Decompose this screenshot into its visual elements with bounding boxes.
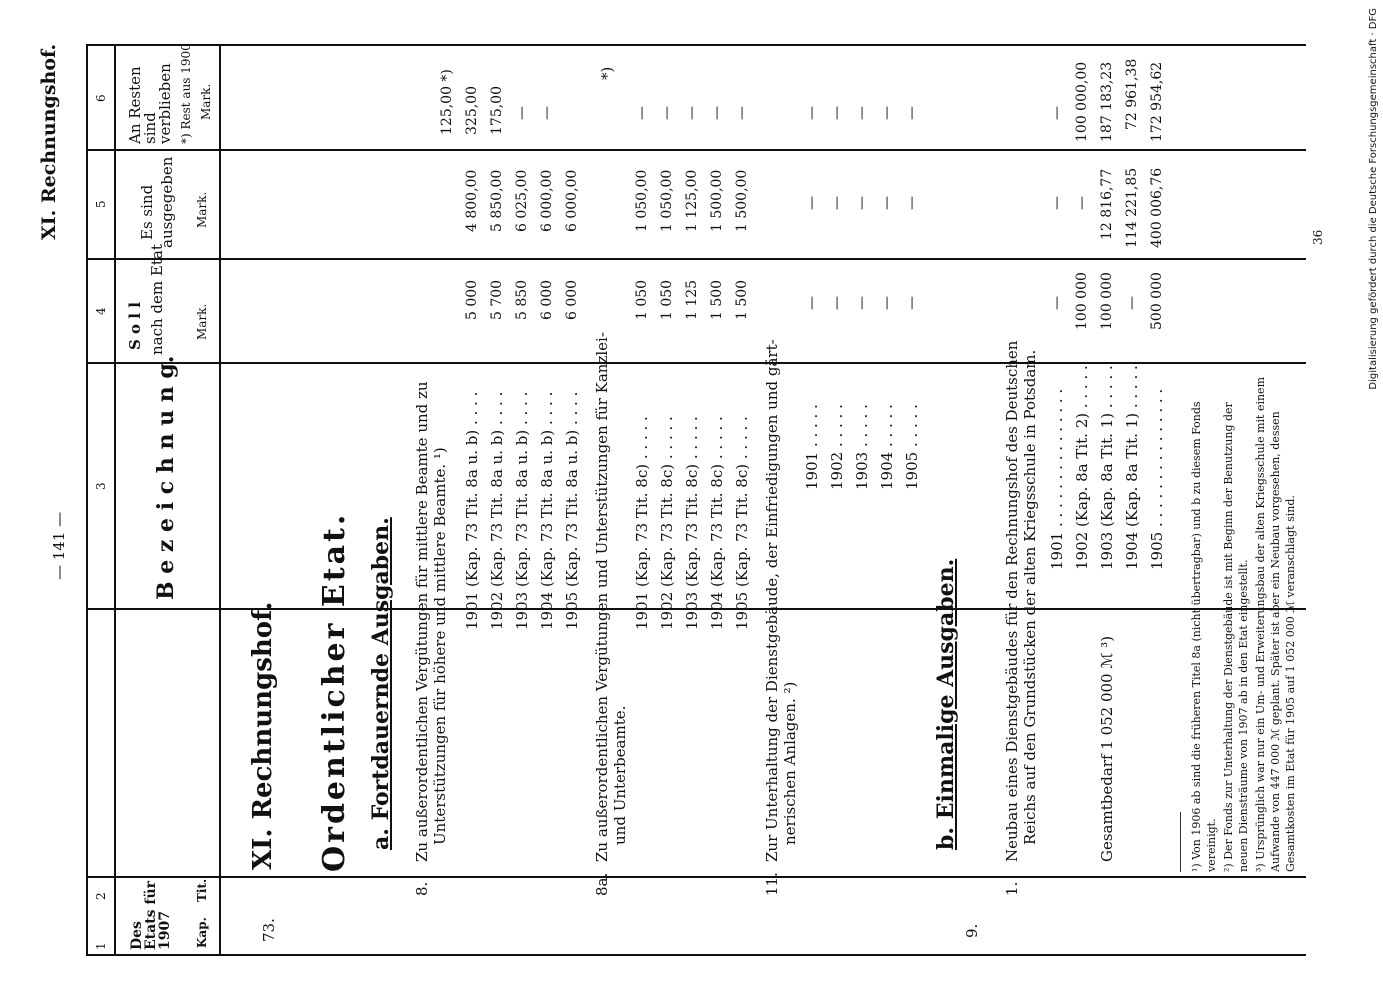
block11-row1-ausg: — xyxy=(804,196,820,210)
col-number-4: 4 xyxy=(94,307,108,315)
block8a-row5-soll: 1 500 xyxy=(734,279,750,320)
page-number-bottom: 36 xyxy=(1311,229,1325,245)
block8a-row3-rest: — xyxy=(684,106,700,120)
block8a-row2-label: 1902 (Kap. 73 Tit. 8c) . . . . . xyxy=(658,416,676,630)
col-divider-4 xyxy=(86,258,1306,260)
kap-9: 9. xyxy=(963,923,981,938)
block11-row3-soll: — xyxy=(854,296,870,310)
block8a-row4-ausg: 1 500,00 xyxy=(709,169,725,232)
block8-row3-soll: 5 850 xyxy=(514,279,530,320)
footnote-2: ²) Der Fonds zur Unterhaltung der Dienstgebäude ist mit Beginn der Benutzung der neuen Diensträume von 1907 ab in den Etat eingestellt. xyxy=(1222,402,1250,872)
header-bottom-rule xyxy=(219,44,221,956)
block1-row2-soll: 100 000 xyxy=(1074,272,1090,330)
tit-1: 1. xyxy=(1003,881,1021,896)
block11-row3-ausg: — xyxy=(854,196,870,210)
block8a-row2-rest: — xyxy=(659,106,675,120)
block11-row2-soll: — xyxy=(829,296,845,310)
header-rest-unit: Mark. xyxy=(199,83,213,120)
col-divider-5 xyxy=(86,149,1306,151)
footnote-3: ³) Ursprünglich war nur ein Um- und Erweiterungsbau der alten Kriegsschule mit einem Aufwande von 447 000 ℳ geplant. Später ist aber ein Neubau vorgesehen, dessen Gesamtkosten im Etat für 1905 auf 1 052 000 ℳ veranschlagt sind. xyxy=(1254,377,1297,872)
block1-row4-ausg: 114 221,85 xyxy=(1124,167,1140,248)
block8-row1-label: 1901 (Kap. 73 Tit. 8a u. b) . . . . xyxy=(463,391,481,630)
block8-row3-label: 1903 (Kap. 73 Tit. 8a u. b) . . . . xyxy=(513,391,531,630)
block8-row1-soll: 5 000 xyxy=(464,279,480,320)
col-number-2: 2 xyxy=(94,892,108,900)
block8a-row1-rest: — xyxy=(634,106,650,120)
block8a-row2-ausg: 1 050,00 xyxy=(659,169,675,232)
block1-row2-rest: 100 000,00 xyxy=(1074,61,1090,142)
header-rule xyxy=(114,44,116,956)
block11-row5-ausg: — xyxy=(904,196,920,210)
block8-row2-label: 1902 (Kap. 73 Tit. 8a u. b) . . . . xyxy=(488,391,506,630)
table-left-border xyxy=(86,954,1306,956)
block1-row4-label: 1904 (Kap. 8a Tit. 1) . . . . . xyxy=(1123,365,1141,570)
block11-row4-rest: — xyxy=(879,106,895,120)
block8a-row5-ausg: 1 500,00 xyxy=(734,169,750,232)
col-number-6: 6 xyxy=(94,94,108,102)
header-soll-unit: Mark. xyxy=(195,303,209,340)
block8a-row1-soll: 1 050 xyxy=(634,279,650,320)
block1-row3-label: 1903 (Kap. 8a Tit. 1) . . . . . xyxy=(1098,365,1116,570)
running-head-right: XI. Rechnungshof. xyxy=(38,43,60,240)
block8a-row3-ausg: 1 125,00 xyxy=(684,169,700,232)
header-tit: Tit. xyxy=(195,878,209,902)
header-rest-note: *) Rest aus 1900 xyxy=(179,43,193,144)
block11-row1-rest: — xyxy=(804,106,820,120)
block11-row5-label: 1905 . . . . . xyxy=(903,404,921,490)
block1-row5-ausg: 400 006,76 xyxy=(1149,167,1165,248)
block1-row5-soll: 500 000 xyxy=(1149,272,1165,330)
col-number-5: 5 xyxy=(94,200,108,208)
block11-row4-soll: — xyxy=(879,296,895,310)
block11-row2-rest: — xyxy=(829,106,845,120)
subsection-a: a. Fortdauernde Ausgaben. xyxy=(368,517,394,850)
block8-row2-soll: 5 700 xyxy=(489,279,505,320)
kap-73: 73. xyxy=(260,918,278,942)
block1-row3-ausg: 12 816,77 xyxy=(1099,168,1115,240)
block11-row4-ausg: — xyxy=(879,196,895,210)
block8-row1-ausg: 4 800,00 xyxy=(464,169,480,232)
block1-row1-rest: — xyxy=(1049,106,1065,120)
block8a-desc1: Zu außerordentlichen Vergütungen und Unterstützungen für Kanzlei- xyxy=(593,332,611,862)
block8a-row4-label: 1904 (Kap. 73 Tit. 8c) . . . . . xyxy=(708,416,726,630)
block8a-row1-label: 1901 (Kap. 73 Tit. 8c) . . . . . xyxy=(633,416,651,630)
block1-row1-ausg: — xyxy=(1049,196,1065,210)
col-divider-1 xyxy=(86,876,1306,878)
header-kap: Kap. xyxy=(195,917,209,948)
block8a-row5-rest: — xyxy=(734,106,750,120)
block8-row2-ausg: 5 850,00 xyxy=(489,169,505,232)
digitization-note: Digitalisierung gefördert durch die Deutsche Forschungsgemeinschaft · DFG xyxy=(1368,8,1379,390)
block1-row2-ausg: — xyxy=(1074,196,1090,210)
chapter-title: XI. Rechnungshof. xyxy=(248,601,278,870)
block1-row2-label: 1902 (Kap. 8a Tit. 2) . . . . . xyxy=(1073,365,1091,570)
block8a-row5-label: 1905 (Kap. 73 Tit. 8c) . . . . . xyxy=(733,416,751,630)
header-ausg-unit: Mark. xyxy=(195,191,209,228)
block8a-row3-label: 1903 (Kap. 73 Tit. 8c) . . . . . xyxy=(683,416,701,630)
header-bezeichnung: B e z e i c h n u n g. xyxy=(153,355,179,600)
col-divider-3 xyxy=(86,362,1306,364)
col-number-1: 1 xyxy=(94,942,108,950)
footnote-rule xyxy=(1180,812,1181,872)
block8a-desc2: und Unterbeamte. xyxy=(611,705,629,845)
block8a-row3-soll: 1 125 xyxy=(684,279,700,320)
block8-row3-ausg: 6 025,00 xyxy=(514,169,530,232)
header-etats: Des Etats für 1907 xyxy=(129,880,173,950)
block8-desc2: Unterstützungen für höhere und mittlere Beamte. ¹) xyxy=(431,447,449,845)
block1-row3-soll: 100 000 xyxy=(1099,272,1115,330)
block11-desc1: Zur Unterhaltung der Dienstgebäude, der Einfriedigungen und gärt- xyxy=(763,339,781,862)
block11-row5-soll: — xyxy=(904,296,920,310)
block8-row4-rest: — xyxy=(514,106,530,120)
block11-row1-label: 1901 . . . . . xyxy=(803,404,821,490)
block11-row5-rest: — xyxy=(904,106,920,120)
header-ausg-2: ausgegeben xyxy=(158,156,176,248)
header-soll-sub: nach dem Etat xyxy=(148,244,166,355)
block1-row3-rest: 187 183,23 xyxy=(1099,61,1115,142)
block11-row3-label: 1903 . . . . . xyxy=(853,404,871,490)
block8-row5-rest: — xyxy=(539,106,555,120)
block1-row1-soll: — xyxy=(1049,296,1065,310)
block8-row5-label: 1905 (Kap. 73 Tit. 8a u. b) . . . . xyxy=(563,391,581,630)
block8-row4-label: 1904 (Kap. 73 Tit. 8a u. b) . . . . xyxy=(538,391,556,630)
subsection-b: b. Einmalige Ausgaben. xyxy=(933,558,959,850)
block11-row2-ausg: — xyxy=(829,196,845,210)
block1-row4-rest: 72 961,38 xyxy=(1124,58,1140,130)
section-title: Ordentlicher Etat. xyxy=(317,511,352,872)
block8a-row2-soll: 1 050 xyxy=(659,279,675,320)
block11-row3-rest: — xyxy=(854,106,870,120)
block8-row4-ausg: 6 000,00 xyxy=(539,169,555,232)
block11-row4-label: 1904 . . . . . xyxy=(878,404,896,490)
header-ausg-1: Es sind xyxy=(138,184,156,240)
block1-row5-rest: 172 954,62 xyxy=(1149,61,1165,142)
block8-row5-ausg: 6 000,00 xyxy=(564,169,580,232)
running-head-left: — 141 — xyxy=(50,511,68,580)
block8a-rest-note: *) xyxy=(598,66,616,80)
header-soll: S o l l xyxy=(126,302,144,350)
tit-11: 11. xyxy=(763,872,781,896)
block1-gesamt: Gesamtbedarf 1 052 000 ℳ ³) xyxy=(1098,635,1116,862)
tit-8a: 8a. xyxy=(593,872,611,896)
block8-row1-rest: 125,00 *) xyxy=(439,69,455,135)
block8-row3-rest: 175,00 xyxy=(489,86,505,135)
block1-row4-soll: — xyxy=(1124,296,1140,310)
footnote-1: ¹) Von 1906 ab sind die früheren Titel 8a (nicht übertragbar) und b zu diesem Fonds vereinigt. xyxy=(1190,401,1218,872)
block1-desc1: Neubau eines Dienstgebäudes für den Rechnungshof des Deutschen xyxy=(1003,340,1021,862)
block8a-row4-rest: — xyxy=(709,106,725,120)
block11-desc2: nerischen Anlagen. ²) xyxy=(781,681,799,845)
block11-row2-label: 1902 . . . . . xyxy=(828,404,846,490)
block11-row1-soll: — xyxy=(804,296,820,310)
block8-desc1: Zu außerordentlichen Vergütungen für mittlere Beamte und zu xyxy=(413,381,431,862)
block1-row5-label: 1905 . . . . . . . . . . . . . . . xyxy=(1148,388,1166,570)
block8-row2-rest: 325,00 xyxy=(464,86,480,135)
header-rest: An Resten sind verblieben xyxy=(126,63,174,144)
tit-8: 8. xyxy=(413,881,431,896)
block1-desc2: Reichs auf den Grundstücken der alten Kriegsschule in Potsdam. xyxy=(1021,349,1039,845)
col-number-3: 3 xyxy=(94,482,108,490)
table-top-rule xyxy=(86,44,88,956)
block8a-row4-soll: 1 500 xyxy=(709,279,725,320)
block8-row5-soll: 6 000 xyxy=(564,279,580,320)
table-right-border xyxy=(86,44,1306,46)
block8a-row1-ausg: 1 050,00 xyxy=(634,169,650,232)
block8-row4-soll: 6 000 xyxy=(539,279,555,320)
block1-row1-label: 1901 . . . . . . . . . . . . . . . xyxy=(1048,388,1066,570)
